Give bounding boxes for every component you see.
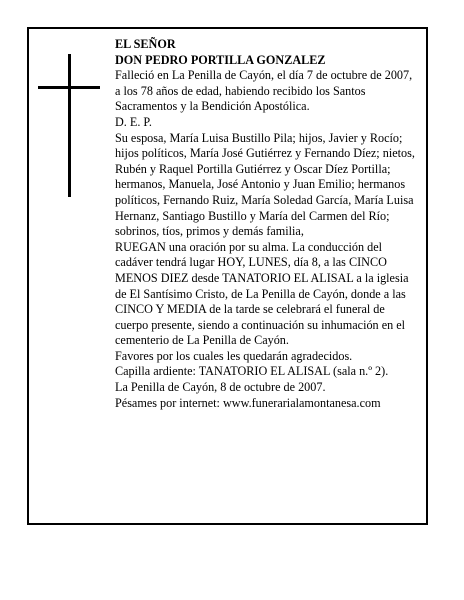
death-announcement: Falleció en La Penilla de Cayón, el día 7 de octubre de 2007, a los 78 años de edad, habiendo recibido los Santos Sacramentos y la Bendición Apostólica. bbox=[115, 68, 413, 114]
condolences-line: Pésames por internet: www.funerarialamontanesa.com bbox=[115, 395, 381, 410]
family-list: Su esposa, María Luisa Bustillo Pila; hijos, Javier y Rocío; hijos políticos, María José Gutiérrez y Fernando Díez; nietos, Rubén y Raquel Portilla Gutiérrez y Oscar Díez Portilla; hermanos, Manuela, José Antonio y Juan Emilio; hermanos políticos, Fernando Ruiz, María Soledad García, María Luisa Hernanz, Santiago Bustillo y María del Carmen del Río; sobrinos, tíos, primos y demás familia, bbox=[115, 130, 415, 239]
funeral-details: RUEGAN una oración por su alma. La conducción del cadáver tendrá lugar HOY, LUNES, día 8, a las CINCO MENOS DIEZ desde TANATORIO EL ALISAL a la iglesia de El Santísimo Cristo, de La Penilla de Cayón, donde a las CINCO Y MEDIA de la tarde se celebrará el funeral de cuerpo presente, siendo a continuación su inhumación en el cementerio de La Penilla de Cayón. bbox=[115, 239, 409, 348]
rip-line: D. E. P. bbox=[115, 114, 152, 129]
obituary-text bbox=[115, 37, 417, 411]
place-date-line: La Penilla de Cayón, 8 de octubre de 2007. bbox=[115, 380, 326, 395]
cross-icon-horizontal-bar bbox=[38, 86, 100, 89]
deceased-name: DON PEDRO PORTILLA GONZALEZ bbox=[115, 52, 326, 67]
cross-icon-vertical-bar bbox=[68, 54, 71, 197]
title-line-1: EL SEÑOR bbox=[115, 37, 176, 51]
gratitude-line: Favores por los cuales les quedarán agradecidos. bbox=[115, 348, 353, 363]
chapel-line: Capilla ardiente: TANATORIO EL ALISAL (sala n.º 2). bbox=[115, 364, 389, 379]
